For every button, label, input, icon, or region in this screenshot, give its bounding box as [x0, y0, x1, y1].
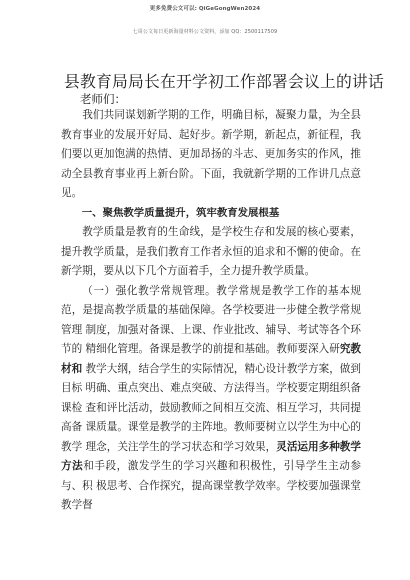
paragraph-routine-part1: （一）强化教学常规管理。教学常规是教学工作的基本规范，是提高教学质量的基础保障。各学校要进一步健全教学常规管理 制度，加强对备课、上课、作业批改、辅导、考试等各个环节的 精细化管理。备课是教学的前提和基础。教师要深入研: [61, 284, 361, 355]
page-header-contact: 七哥公文每日更新海量材料公文资料，添加 QQ：2500117509: [132, 29, 278, 35]
bold-phrase-textbook: 究教材和: [61, 343, 361, 375]
salutation: 老师们：: [80, 92, 126, 106]
paragraph-routine-part3: 和手段，激发学生的学习兴趣和积极性，引导学生主动参与、积 极思考、合作探究，提高课堂教学效率。学校要加强课堂教学督: [61, 460, 362, 511]
paragraph-quality: 教学质量是教育的生命线，是学校生存和发展的核心要素，提升教学质量，是我们教育工作者永恒的追求和不懈的使命。在新学期，要从以下几个方面着手，全力提升教学质量。: [61, 226, 361, 277]
document-title: 县教育局局长在开学初工作部署会议上的讲话: [64, 72, 384, 91]
section-heading: 一、聚焦教学质量提升，筑牢教育发展根基: [81, 206, 280, 219]
paragraph-routine-part2: 教学大纲，结合学生的实际情况，精心设计教学方案，做到目标 明确、重点突出、难点突破、方法得当。学校要定期组织备课检 查和评比活动，鼓励教师之间相互交流、相互学习，共同提高备 课质量。课堂是教学的主阵地。教师要树立以学生为中心的教学 理念，关注学生的学习状态和学习效果，: [61, 362, 361, 453]
document-body: [61, 106, 361, 516]
paragraph-intro: 我们共同谋划新学期的工作，明确目标，凝聚力量，为全县教育事业的发展开好局、起好步。新学期，新起点，新征程，我们要以更加饱满的热情、更加昂扬的斗志、更加务实的作风，推动全县教育事业再上新台阶。下面，我就新学期的工作讲几点意见。: [61, 109, 361, 199]
paragraph-routine: [61, 282, 361, 516]
page-header-note: 更多免费公文可以: QiGeGongWen2024: [149, 6, 261, 12]
bold-phrase-methods: 灵活运用多种教学方法: [61, 440, 361, 472]
